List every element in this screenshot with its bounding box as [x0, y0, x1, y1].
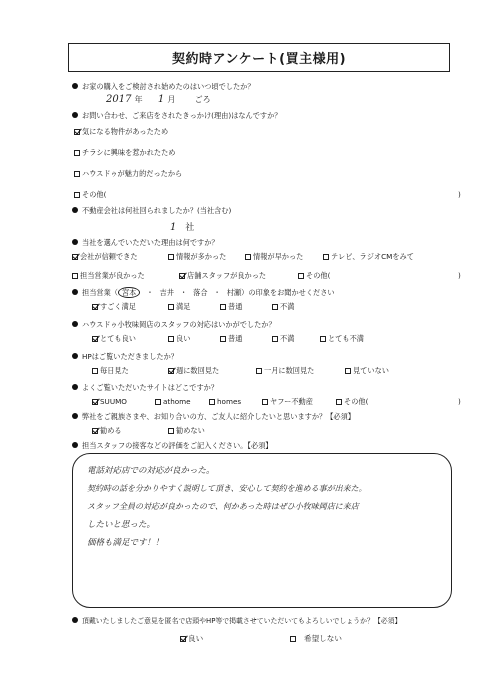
comment-line-1: 契約時の話を分かりやすく説明して頂き、安心して契約を進める事が出来た。 — [87, 484, 367, 493]
checkbox-icon[interactable] — [74, 171, 80, 177]
comment-line-4: 価格も満足です！！ — [87, 538, 164, 548]
q9-option-0[interactable]: 勧める — [92, 426, 122, 436]
checkbox-icon[interactable] — [168, 304, 174, 310]
checkbox-icon[interactable] — [209, 399, 215, 405]
q5-name-1[interactable]: 吉井 — [159, 288, 174, 297]
checkbox-icon[interactable] — [256, 368, 262, 374]
checkbox-icon[interactable] — [336, 399, 342, 405]
checkbox-icon[interactable] — [272, 304, 278, 310]
checkbox-icon[interactable] — [298, 273, 304, 279]
bullet-icon — [72, 83, 78, 89]
q4-row2-option-0[interactable]: 担当営業が良かった — [72, 271, 145, 281]
checkbox-checked-icon[interactable] — [180, 636, 186, 642]
checkbox-icon[interactable] — [72, 273, 78, 279]
comment-box[interactable] — [72, 453, 452, 608]
checkbox-icon[interactable] — [92, 368, 98, 374]
q7-option-1[interactable]: 週に数回見た — [168, 366, 219, 376]
q9-question: 弊社をご親族さまや、お知り合いの方、ご友人に紹介したいと思いますか？【必須】 — [72, 412, 355, 422]
q6-question: ハウスドゥ小牧味岡店のスタッフの対応はいかがでしたか？ — [72, 320, 276, 330]
q2-other-close: ) — [458, 190, 461, 199]
q11-option-1[interactable]: 希望しない — [290, 634, 342, 644]
q8-option-3[interactable]: ヤフー不動産 — [262, 397, 313, 407]
q2-option-1[interactable]: チラシに興味を惹かれたため — [74, 148, 175, 158]
q7-option-2[interactable]: 一月に数回見た — [256, 366, 314, 376]
q5-name-3[interactable]: 村瀬 — [226, 288, 242, 297]
q1-year-unit: 年 — [134, 95, 143, 104]
q9-option-1[interactable]: 勧めない — [168, 426, 205, 436]
comment-line-0: 電話対応店での対応が良かった。 — [87, 466, 215, 476]
checkbox-checked-icon[interactable] — [72, 254, 78, 260]
checkbox-icon[interactable] — [323, 254, 329, 260]
q8-option-1[interactable]: athome — [155, 397, 191, 407]
q8-option-0[interactable]: SUUMO — [92, 397, 127, 407]
checkbox-checked-icon[interactable] — [92, 304, 98, 310]
q7-option-3[interactable]: 見ていない — [345, 366, 389, 376]
checkbox-checked-icon[interactable] — [179, 273, 185, 279]
q1-approx: ごろ — [194, 95, 211, 104]
q6-option-2[interactable]: 普通 — [220, 334, 242, 344]
checkbox-checked-icon[interactable] — [74, 129, 80, 135]
q7-question: HPはご覧いただきましたか？ — [72, 352, 178, 362]
q2-option-3[interactable]: その他( — [74, 190, 106, 200]
checkbox-icon[interactable] — [290, 636, 296, 642]
q4-question: 当社を選んでいただいた理由は何ですか？ — [72, 238, 219, 248]
checkbox-icon[interactable] — [245, 254, 251, 260]
q4-other-close: ) — [458, 271, 461, 280]
checkbox-checked-icon[interactable] — [168, 368, 174, 374]
q8-option-2[interactable]: homes — [209, 397, 241, 407]
q6-option-4[interactable]: とても不満 — [320, 334, 364, 344]
q10-question: 担当スタッフの接客などの評価をご記入ください。【必須】 — [72, 441, 272, 451]
checkbox-icon[interactable] — [345, 368, 351, 374]
bullet-icon — [72, 321, 78, 327]
q5-name-2[interactable]: 落合 — [193, 288, 208, 297]
q2-question: お問い合わせ、ご来店をされたきっかけ(理由)はなんですか？ — [72, 111, 281, 121]
q2-option-2[interactable]: ハウスドゥが魅力的だったから — [74, 169, 182, 179]
q11-question: 頂戴いたしましたご意見を匿名で店頭やHP等で掲載させていただいてもよろしいでしょうか？【必須】 — [72, 616, 401, 626]
q5-option-1[interactable]: 満足 — [168, 302, 190, 312]
bullet-icon — [72, 353, 78, 359]
q5-question: 担当営業（ 宮本 ・ 吉井 ・ 落合 ・ 村瀬）の印象をお聞かせください — [72, 288, 335, 298]
bullet-icon — [72, 413, 78, 419]
q8-other-close: ) — [458, 397, 461, 406]
q5-option-2[interactable]: 普通 — [220, 302, 242, 312]
bullet-icon — [72, 289, 78, 295]
bullet-icon — [72, 384, 78, 390]
q3-question: 不動産会社は何社回られましたか？(当社含む) — [72, 206, 231, 216]
q11-option-0[interactable]: 良い — [180, 634, 203, 644]
q6-option-3[interactable]: 不満 — [272, 334, 294, 344]
bullet-icon — [72, 112, 78, 118]
q4-row1-option-0[interactable]: 会社が信頼できた — [72, 252, 138, 262]
comment-line-3: したいと思った。 — [87, 520, 156, 530]
checkbox-icon[interactable] — [168, 336, 174, 342]
q5-option-3[interactable]: 不満 — [272, 302, 294, 312]
checkbox-icon[interactable] — [272, 336, 278, 342]
q2-option-0[interactable]: 気になる物件があったため — [74, 127, 168, 137]
q7-option-0[interactable]: 毎日見た — [92, 366, 129, 376]
q1-month-unit: 月 — [167, 95, 176, 104]
checkbox-icon[interactable] — [155, 399, 161, 405]
q4-row2-option-1[interactable]: 店舗スタッフが良かった — [179, 271, 266, 281]
comment-line-2: スタッフ全員の対応が良かったので、何かあった時はぜひ小牧味岡店に来店 — [87, 502, 359, 511]
q1-question: お家の購入をご検討され始めたのはいつ頃でしたか？ — [72, 82, 255, 92]
checkbox-icon[interactable] — [220, 304, 226, 310]
q1-year: 2017 — [106, 94, 132, 105]
checkbox-icon[interactable] — [320, 336, 326, 342]
q5-name-selected[interactable]: 宮本 — [118, 287, 140, 298]
checkbox-checked-icon[interactable] — [92, 336, 98, 342]
checkbox-checked-icon[interactable] — [92, 399, 98, 405]
bullet-icon — [72, 239, 78, 245]
q4-row1-option-2[interactable]: 情報が早かった — [245, 252, 303, 262]
q4-row1-option-3[interactable]: テレビ、ラジオCMをみて — [323, 252, 414, 262]
q4-row1-option-1[interactable]: 情報が多かった — [168, 252, 226, 262]
q1-answer[interactable] — [106, 94, 211, 105]
checkbox-icon[interactable] — [168, 428, 174, 434]
checkbox-icon[interactable] — [74, 192, 80, 198]
q6-option-1[interactable]: 良い — [168, 334, 190, 344]
bullet-icon — [72, 442, 78, 448]
q5-option-0[interactable]: すごく満足 — [92, 302, 136, 312]
q1-month: 1 — [157, 94, 165, 105]
bullet-icon — [72, 617, 78, 623]
bullet-icon — [72, 207, 78, 213]
checkbox-icon[interactable] — [220, 336, 226, 342]
checkbox-checked-icon[interactable] — [92, 428, 98, 434]
q3-answer[interactable] — [170, 220, 194, 233]
q4-row2-option-2[interactable]: その他( — [298, 271, 330, 281]
q8-option-4[interactable]: その他( — [336, 397, 368, 407]
checkbox-icon[interactable] — [168, 254, 174, 260]
q3-count: 1 — [170, 222, 177, 233]
q3-unit: 社 — [185, 223, 195, 233]
survey-title: 契約時アンケート(買主様用) — [68, 43, 450, 72]
q8-question: よくご覧いただいたサイトはどこですか？ — [72, 383, 218, 393]
checkbox-icon[interactable] — [262, 399, 268, 405]
q6-option-0[interactable]: とても良い — [92, 334, 136, 344]
checkbox-icon[interactable] — [74, 150, 80, 156]
